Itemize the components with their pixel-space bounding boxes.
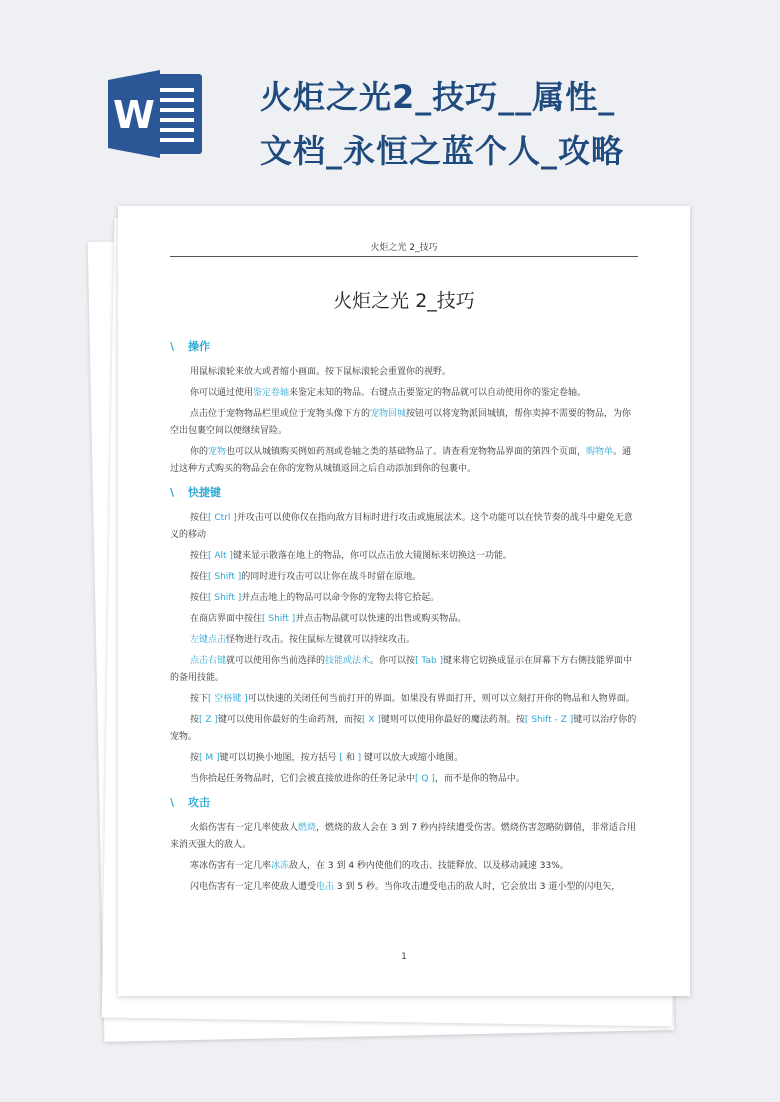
paragraph-text: 按下: [190, 694, 209, 704]
banner-title: [260, 70, 760, 178]
banner-title-line-2: 文档_永恒之蓝个人_攻略: [260, 132, 625, 170]
paragraph-text: 你可以通过使用: [190, 388, 254, 398]
keyword-text: 燃烧: [298, 823, 317, 833]
paragraph: [170, 510, 640, 544]
paragraph-text: 就可以使用你当前选择的: [226, 656, 326, 666]
document-body: [170, 340, 640, 900]
paragraph-text: 并点击地上的物品可以命令你的宠物去将它拾起。: [241, 593, 440, 603]
paragraph: [170, 364, 640, 381]
keyword-text: 购物单: [586, 447, 614, 457]
paragraph-text: 键来将它切换成显示在屏幕下方右侧技能界面中的备用技能。: [170, 656, 633, 683]
banner: [0, 0, 780, 200]
paragraph: [170, 632, 640, 649]
paragraph-text: 键可以治疗你的宠物。: [170, 715, 637, 742]
paragraph-text: 并点击物品就可以快速的出售或购买物品。: [295, 614, 467, 624]
svg-text:W: W: [113, 93, 155, 137]
paragraph: [170, 406, 640, 440]
keyword-text: 左键点击: [190, 635, 227, 645]
paragraph-text: 和: [342, 753, 358, 763]
keyword-text: [ 空格键 ]: [208, 694, 248, 704]
keyword-text: [ Shift - Z ]: [524, 715, 574, 725]
paragraph: [170, 691, 640, 708]
paragraph-text: 并攻击可以使你仅在指向敌方目标时进行攻击或施展法术。这个功能可以在快节奏的战斗中避免无意义的移动: [170, 513, 633, 540]
keyword-text: 技能或法术: [325, 656, 371, 666]
paragraph-text: 的同时进行攻击可以让你在战斗时留在原地。: [241, 572, 422, 582]
keyword-text: [ Shift ]: [208, 572, 242, 582]
keyword-text: [ Z ]: [199, 715, 218, 725]
paragraph: [170, 879, 640, 896]
paragraph-text: 按住: [190, 593, 209, 603]
paragraph-text: 按钮可以将宠物派回城镇，帮你卖掉不需要的物品，为你空出包裹空间以便继续冒险。: [170, 409, 632, 436]
keyword-text: 宠物回城: [370, 409, 407, 419]
paragraph: [170, 653, 640, 687]
keyword-text: 冰冻: [271, 861, 290, 871]
paragraph: [170, 444, 640, 478]
section-heading: [170, 340, 640, 354]
paragraph: [170, 569, 640, 586]
paragraph-text: 键可以放大或缩小地图。: [361, 753, 464, 763]
paragraph-text: 可以快速的关闭任何当前打开的界面。如果没有界面打开，则可以立刻打开你的物品和人物界面。: [247, 694, 635, 704]
keyword-text: [ Q ]: [415, 774, 435, 784]
banner-title-line-1: 火炬之光2_技巧__属性_: [260, 78, 616, 116]
paragraph-text: 。通过这种方式购买的物品会在你的宠物从城镇返回之后自动添加到你的包裹中。: [170, 447, 632, 474]
paragraph-text: 来鉴定未知的物品。右键点击要鉴定的物品就可以自动使用你的鉴定卷轴。: [289, 388, 587, 398]
paragraph: [170, 750, 640, 767]
section-heading: [170, 486, 640, 500]
section-marker: \: [170, 340, 175, 353]
paragraph: [170, 385, 640, 402]
paragraph-text: 键来显示散落在地上的物品，你可以点击放大镜图标来切换这一功能。: [232, 551, 512, 561]
section-marker: \: [170, 486, 175, 499]
paragraph-text: ，而不是你的物品中。: [434, 774, 525, 784]
section-heading: [170, 796, 640, 810]
paragraph: [170, 590, 640, 607]
paragraph-text: 键则可以使用你最好的魔法药剂。按: [380, 715, 525, 725]
paragraph-text: 键可以切换小地图，按方括号: [219, 753, 340, 763]
paragraph: [170, 858, 640, 875]
keyword-text: 鉴定卷轴: [253, 388, 290, 398]
paragraph-text: 3 到 5 秒。当你攻击遭受电击的敌人时，它会放出 3 道小型的闪电矢，: [334, 882, 621, 892]
section-marker: \: [170, 796, 175, 809]
section-heading-text: 快捷键: [188, 486, 221, 499]
keyword-text: [ Tab ]: [415, 656, 444, 666]
paragraph: [170, 820, 640, 854]
paragraph-text: 闪电伤害有一定几率使敌人遭受: [190, 882, 317, 892]
paragraph-text: 你的: [190, 447, 209, 457]
paragraph-text: 火焰伤害有一定几率使敌人: [190, 823, 299, 833]
paragraph-text: 敌人，在 3 到 4 秒内使他们的攻击、技能释放、以及移动减速 33%。: [289, 861, 569, 871]
paragraph-text: 键可以使用你最好的生命药剂，而按: [217, 715, 362, 725]
paragraph-text: 点击位于宠物物品栏里或位于宠物头像下方的: [190, 409, 371, 419]
keyword-text: [ Shift ]: [262, 614, 296, 624]
paragraph-text: 按住: [190, 572, 209, 582]
paragraph-text: 。你可以按: [370, 656, 416, 666]
paragraph-text: 按: [190, 753, 200, 763]
paragraph-text: 按住: [190, 513, 209, 523]
paragraph-text: 按住: [190, 551, 209, 561]
paragraph-text: 寒冰伤害有一定几率: [190, 861, 272, 871]
section-heading-text: 攻击: [188, 796, 210, 809]
paragraph: [170, 548, 640, 565]
keyword-text: [ M ]: [199, 753, 220, 763]
word-document-icon: [108, 68, 204, 160]
paragraph-text: 用鼠标滚轮来放大或者缩小画面。按下鼠标滚轮会重置你的视野。: [190, 367, 452, 377]
paragraph: [170, 771, 640, 788]
keyword-text: [: [339, 753, 343, 763]
keyword-text: [ Alt ]: [208, 551, 233, 561]
document-page: [118, 206, 690, 996]
keyword-text: 宠物: [208, 447, 227, 457]
paragraph-text: 按: [190, 715, 200, 725]
paragraph: [170, 611, 640, 628]
paragraph-text: 也可以从城镇购买例如药剂或卷轴之类的基础物品了。请查看宠物物品界面的第四个页面，: [226, 447, 587, 457]
keyword-text: [ Ctrl ]: [208, 513, 237, 523]
keyword-text: 点击右键: [190, 656, 227, 666]
running-header: 火炬之光 2_技巧: [170, 240, 638, 257]
keyword-text: [ Shift ]: [208, 593, 242, 603]
paragraph-text: ，燃烧的敌人会在 3 到 7 秒内持续遭受伤害。燃烧伤害忽略防御值，非常适合用来消灭强大的敌人。: [170, 823, 636, 850]
section-heading-text: 操作: [188, 340, 210, 353]
paragraph-text: 在商店界面中按住: [190, 614, 263, 624]
paragraph-text: 怪物进行攻击。按住鼠标左键就可以持续攻击。: [226, 635, 416, 645]
keyword-text: [ X ]: [361, 715, 381, 725]
document-title: 火炬之光 2_技巧: [333, 290, 475, 312]
paragraph: [170, 712, 640, 746]
keyword-text: 电击: [316, 882, 335, 892]
page-number: 1: [401, 952, 407, 962]
paragraph-text: 当你拾起任务物品时，它们会被直接放进你的任务记录中: [190, 774, 416, 784]
keyword-text: ]: [357, 753, 362, 763]
